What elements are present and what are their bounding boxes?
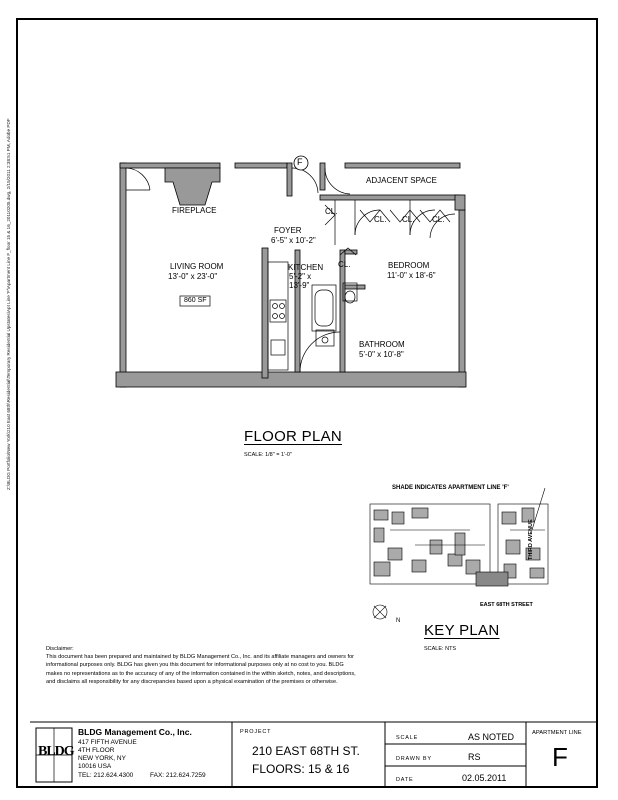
floor-plan-title: FLOOR PLAN: [244, 428, 343, 445]
key-plan-scale: SCALE: NTS: [424, 646, 457, 652]
key-plan-avenue: THIRD AVENUE: [528, 519, 534, 560]
drawn-by-value: RS: [468, 752, 481, 762]
foyer-name: FOYER: [274, 226, 302, 235]
foyer-dimensions: 6'-5" x 10'-2": [271, 236, 316, 245]
drawn-by-label: DRAWN BY: [396, 756, 432, 762]
fireplace-label: FIREPLACE: [172, 206, 217, 215]
file-path-text: Z:\BLDG Portfolio\New York\210 East 68th\Residential\Temporary Residential Upstates\Apt Line 'F'\Apartment Line F_floor 15 & 16_20110205.dwg, 2/15/2011 2:38:51 PM, Adobe PDF: [6, 118, 11, 490]
address-line-1: 417 FIFTH AVENUE: [78, 739, 137, 746]
project-floors: FLOORS: 15 & 16: [252, 762, 350, 776]
bathroom-name: BATHROOM: [359, 340, 405, 349]
fax: FAX: 212.624.7259: [150, 772, 206, 779]
closet-label-2: CL.: [374, 215, 387, 224]
company-name: BLDG Management Co., Inc.: [78, 727, 192, 737]
living-room-dimensions: 13'-0" x 23'-0": [168, 272, 218, 281]
logo: [36, 728, 72, 782]
key-plan-street: EAST 68TH STREET: [480, 602, 533, 608]
kitchen-dimensions-1: 5'-2" x: [289, 272, 312, 281]
address-line-4: 10016 USA: [78, 763, 112, 770]
living-room-name: LIVING ROOM: [170, 262, 224, 271]
scale-label: SCALE: [396, 735, 419, 741]
bathroom-dimensions: 5'-0" x 10'-8": [359, 350, 404, 359]
date-label: DATE: [396, 777, 414, 783]
disclaimer-heading: Disclaimer:: [46, 646, 74, 652]
project-label: PROJECT: [240, 729, 272, 735]
bedroom-name: BEDROOM: [388, 261, 430, 270]
address-line-3: NEW YORK, NY: [78, 755, 126, 762]
apartment-line-label: APARTMENT LINE: [532, 730, 582, 736]
bedroom-dimensions: 11'-0" x 18'-6": [387, 271, 436, 280]
logo-text: BLDG: [38, 744, 74, 759]
north-label: N: [396, 618, 401, 624]
closet-label-3: CL.: [402, 215, 415, 224]
apartment-line-value: F: [552, 742, 568, 772]
date-value: 02.05.2011: [462, 773, 507, 783]
unit-marker-label: F: [297, 157, 303, 167]
project-address: 210 EAST 68TH ST.: [252, 744, 360, 758]
address-line-2: 4TH FLOOR: [78, 747, 115, 754]
key-plan-title: KEY PLAN: [424, 622, 500, 639]
closet-label-5: CL.: [338, 260, 351, 269]
key-plan-note: SHADE INDICATES APARTMENT LINE 'F': [392, 485, 509, 491]
scale-value: AS NOTED: [468, 732, 515, 742]
key-plan-drawing: [370, 488, 548, 619]
floor-plan-scale: SCALE: 1/8" = 1'-0": [244, 452, 292, 458]
closet-label-1: CL.: [325, 207, 338, 216]
area-label: 860 SF: [184, 297, 207, 304]
disclaimer-body: This document has been prepared and maintained by BLDG Management Co., Inc. and its affiliate managers and owners for informational purposes only. BLDG has given you this document for informational purposes only at no cost to you. BLDG makes no representations as to the accuracy of any of the information contained in the within sketch, notes, and descriptions, and disclaims all responsibility for any discrepancies based upon a physical examination of the premises or otherwise.: [46, 654, 356, 685]
kitchen-dimensions-2: 13'-9": [289, 281, 310, 290]
disclaimer: [46, 645, 356, 686]
adjacent-space-label: ADJACENT SPACE: [366, 176, 437, 185]
kitchen-name: KITCHEN: [288, 263, 324, 272]
closet-label-4: CL.: [432, 215, 445, 224]
telephone: TEL: 212.624.4300: [78, 772, 134, 779]
